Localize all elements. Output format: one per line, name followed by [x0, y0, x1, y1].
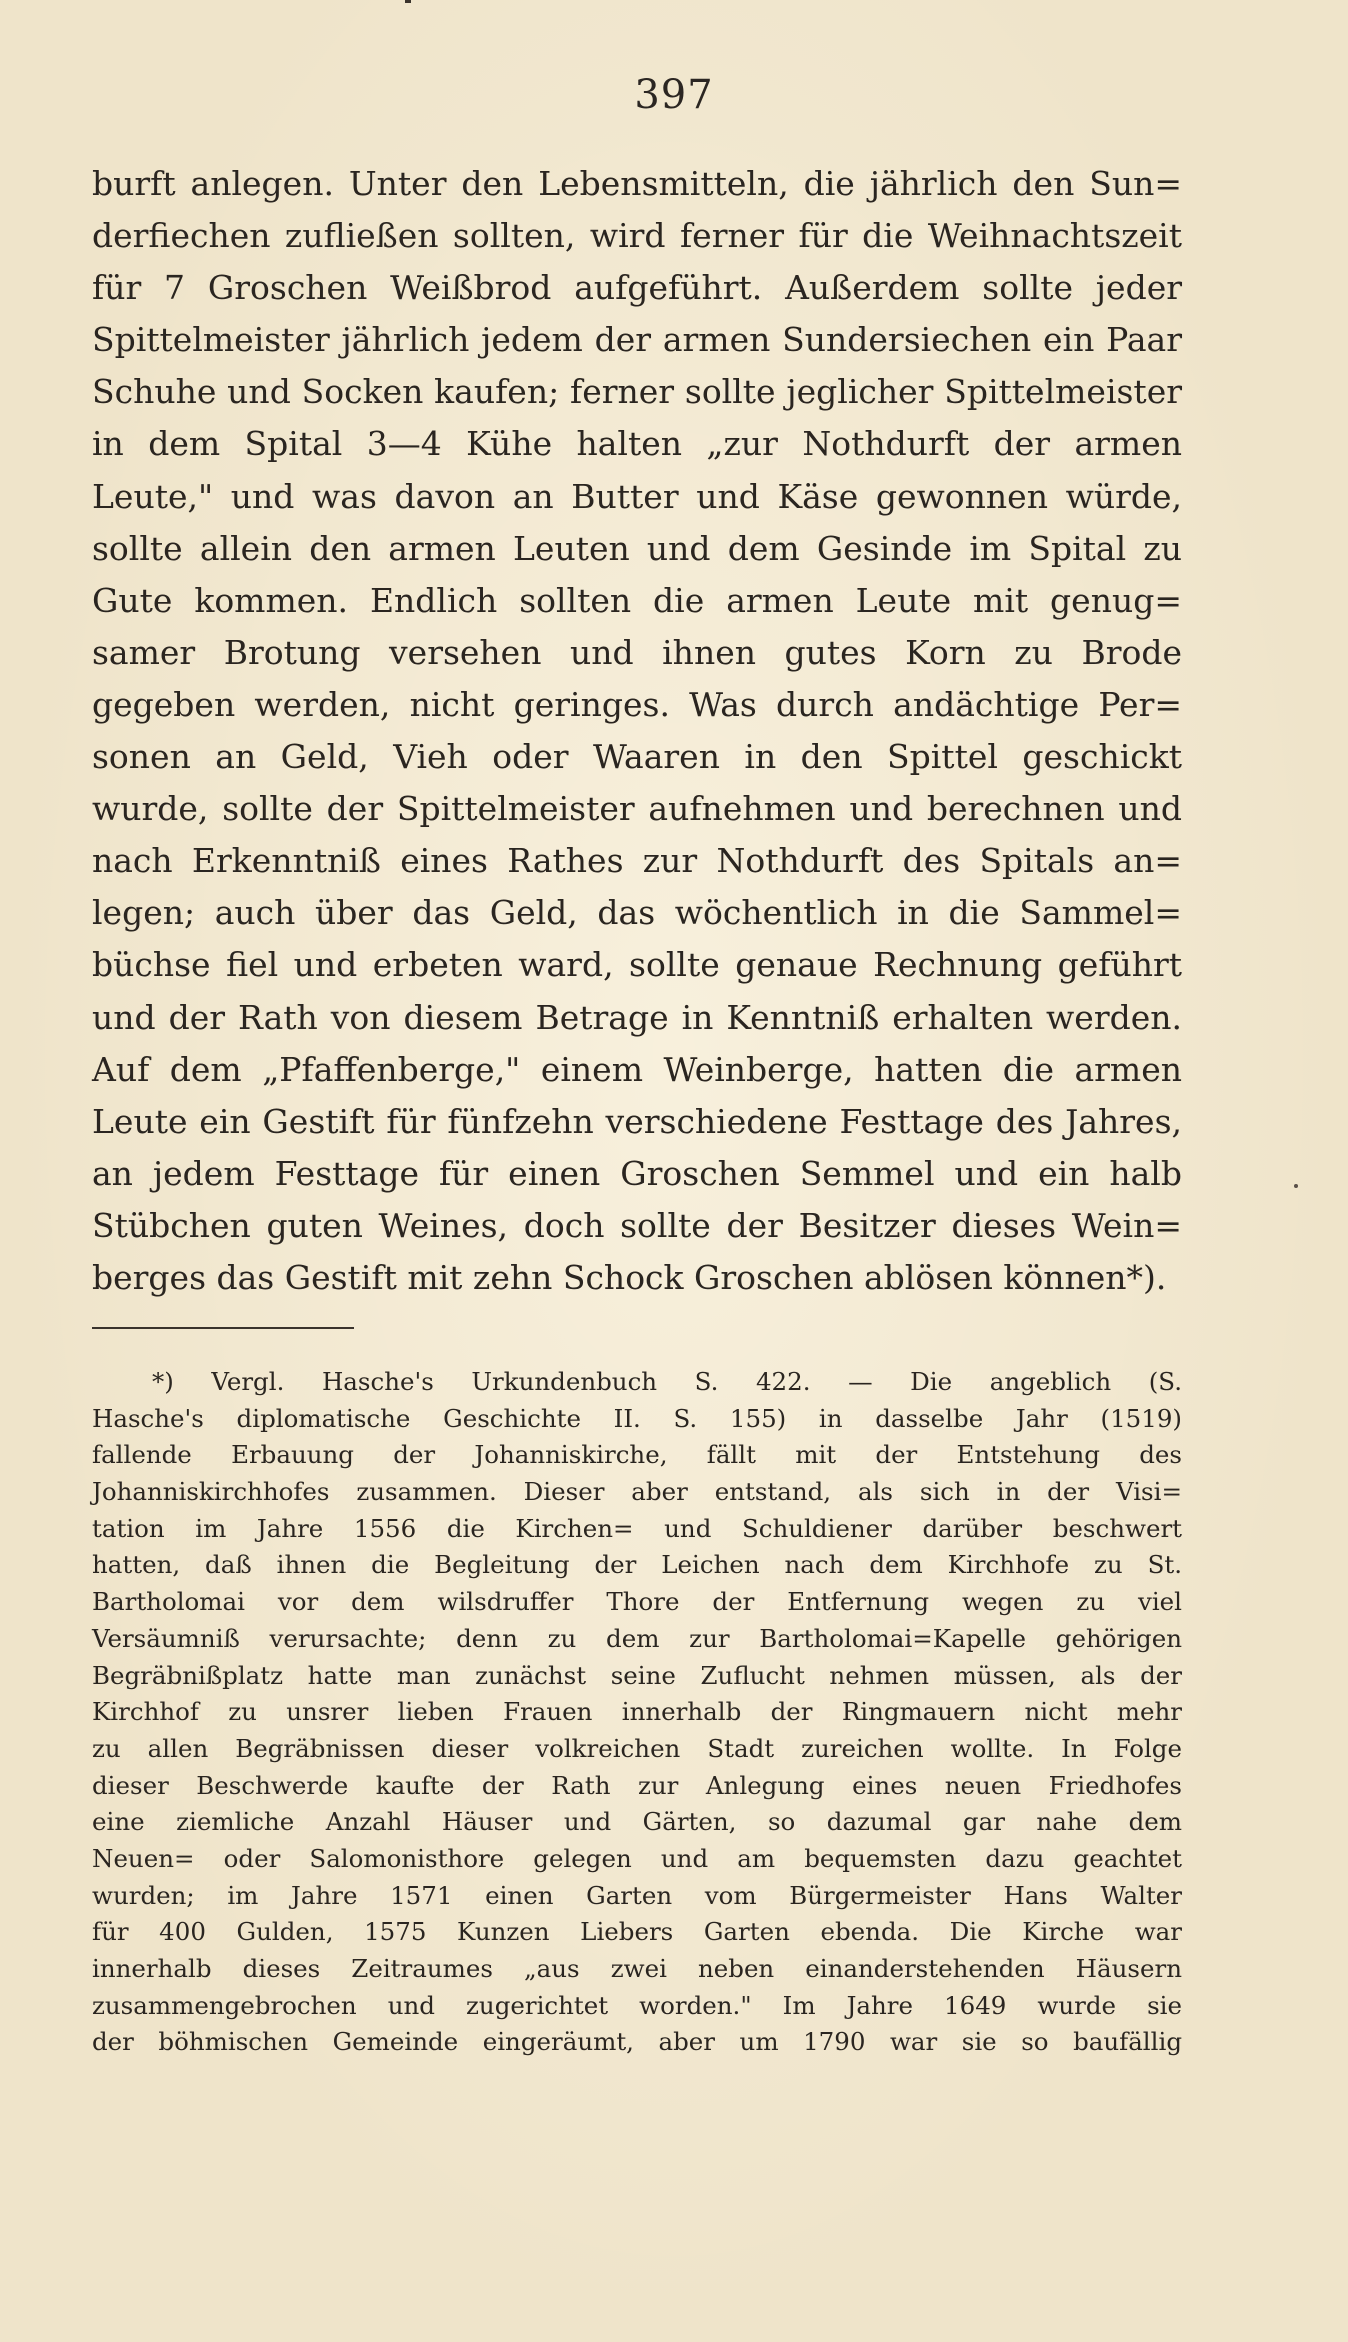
text-line: gegeben werden, nicht geringes. Was durch andächtige Per=: [92, 684, 1182, 724]
text-line: Leute," und was davon an Butter und Käse gewonnen würde,: [92, 476, 1182, 516]
text-line: in dem Spital 3—4 Kühe halten „zur Nothdurft der armen: [92, 424, 1182, 464]
paper-speck: [1294, 1184, 1298, 1188]
footnote-line: für 400 Gulden, 1575 Kunzen Liebers Garten ebenda. Die Kirche war: [92, 1917, 1182, 1947]
text-line: an jedem Festtage für einen Groschen Semmel und ein halb: [92, 1153, 1182, 1193]
text-line: sonen an Geld, Vieh oder Waaren in den Spittel geschickt: [92, 737, 1182, 777]
footnote-line: Kirchhof zu unsrer lieben Frauen innerhalb der Ringmauern nicht mehr: [92, 1697, 1182, 1727]
text-line: Spittelmeister jährlich jedem der armen Sundersiechen ein Paar: [92, 320, 1182, 360]
text-line: büchse fiel und erbeten ward, sollte genaue Rechnung geführt: [92, 945, 1182, 985]
footnote-line: Hasche's diplomatische Geschichte II. S. 155) in dasselbe Jahr (1519): [92, 1403, 1182, 1433]
print-mark: [405, 0, 411, 3]
text-line: wurde, sollte der Spittelmeister aufnehmen und berechnen und: [92, 789, 1182, 829]
footnote-line: Neuen= oder Salomonisthore gelegen und am bequemsten dazu geachtet: [92, 1843, 1182, 1873]
footnote-line: zu allen Begräbnissen dieser volkreichen Stadt zureichen wollte. In Folge: [92, 1733, 1182, 1763]
text-line: derfiechen zufließen sollten, wird ferner für die Weihnachtszeit: [92, 216, 1182, 256]
footnote-line: Versäumniß verursachte; denn zu dem zur Bartholomai=Kapelle gehörigen: [92, 1623, 1182, 1653]
footnote-line: Begräbnißplatz hatte man zunächst seine Zuflucht nehmen müssen, als der: [92, 1660, 1182, 1690]
footnote-line: wurden; im Jahre 1571 einen Garten vom Bürgermeister Hans Walter: [92, 1880, 1182, 1910]
text-line: samer Brotung versehen und ihnen gutes Korn zu Brode: [92, 632, 1182, 672]
footnote-line: Bartholomai vor dem wilsdruffer Thore der Entfernung wegen zu viel: [92, 1587, 1182, 1617]
footnote: [92, 1364, 1182, 2061]
page-number: 397: [634, 72, 714, 118]
footnote-line: eine ziemliche Anzahl Häuser und Gärten, so dazumal gar nahe dem: [92, 1807, 1182, 1837]
footnote-line: tation im Jahre 1556 die Kirchen= und Schuldiener darüber beschwert: [92, 1513, 1182, 1543]
text-line: nach Erkenntniß eines Rathes zur Nothdurft des Spitals an=: [92, 841, 1182, 881]
footnote-line: zusammengebrochen und zugerichtet worden." Im Jahre 1649 wurde sie: [92, 1990, 1182, 2020]
text-line: Gute kommen. Endlich sollten die armen Leute mit genug=: [92, 580, 1182, 620]
footnote-divider: [92, 1327, 354, 1329]
text-line: legen; auch über das Geld, das wöchentlich in die Sammel=: [92, 893, 1182, 933]
footnote-line: fallende Erbauung der Johanniskirche, fällt mit der Entstehung des: [92, 1440, 1182, 1470]
footnote-line: hatten, daß ihnen die Begleitung der Leichen nach dem Kirchhofe zu St.: [92, 1550, 1182, 1580]
text-line: Auf dem „Pfaffenberge," einem Weinberge, hatten die armen: [92, 1049, 1182, 1089]
text-line: berges das Gestift mit zehn Schock Groschen ablösen können*).: [92, 1257, 1167, 1297]
footnote-line: dieser Beschwerde kaufte der Rath zur Anlegung eines neuen Friedhofes: [92, 1770, 1182, 1800]
text-line: Schuhe und Socken kaufen; ferner sollte jeglicher Spittelmeister: [92, 372, 1182, 412]
text-line: und der Rath von diesem Betrage in Kenntniß erhalten werden.: [92, 997, 1182, 1037]
text-line: burft anlegen. Unter den Lebensmitteln, die jährlich den Sun=: [92, 164, 1182, 203]
text-line: Stübchen guten Weines, doch sollte der Besitzer dieses Wein=: [92, 1205, 1182, 1245]
main-text: [92, 158, 1182, 1304]
footnote-line: der böhmischen Gemeinde eingeräumt, aber um 1790 war sie so baufällig: [92, 2027, 1182, 2057]
text-line: für 7 Groschen Weißbrod aufgeführt. Außerdem sollte jeder: [92, 268, 1182, 308]
text-line: Leute ein Gestift für fünfzehn verschiedene Festtage des Jahres,: [92, 1101, 1182, 1141]
footnote-line: *) Vergl. Hasche's Urkundenbuch S. 422. — Die angeblich (S.: [152, 1367, 1182, 1396]
footnote-line: Johanniskirchhofes zusammen. Dieser aber entstand, als sich in der Visi=: [92, 1477, 1182, 1507]
footnote-line: innerhalb dieses Zeitraumes „aus zwei neben einanderstehenden Häusern: [92, 1954, 1182, 1983]
text-line: sollte allein den armen Leuten und dem Gesinde im Spital zu: [92, 528, 1182, 568]
